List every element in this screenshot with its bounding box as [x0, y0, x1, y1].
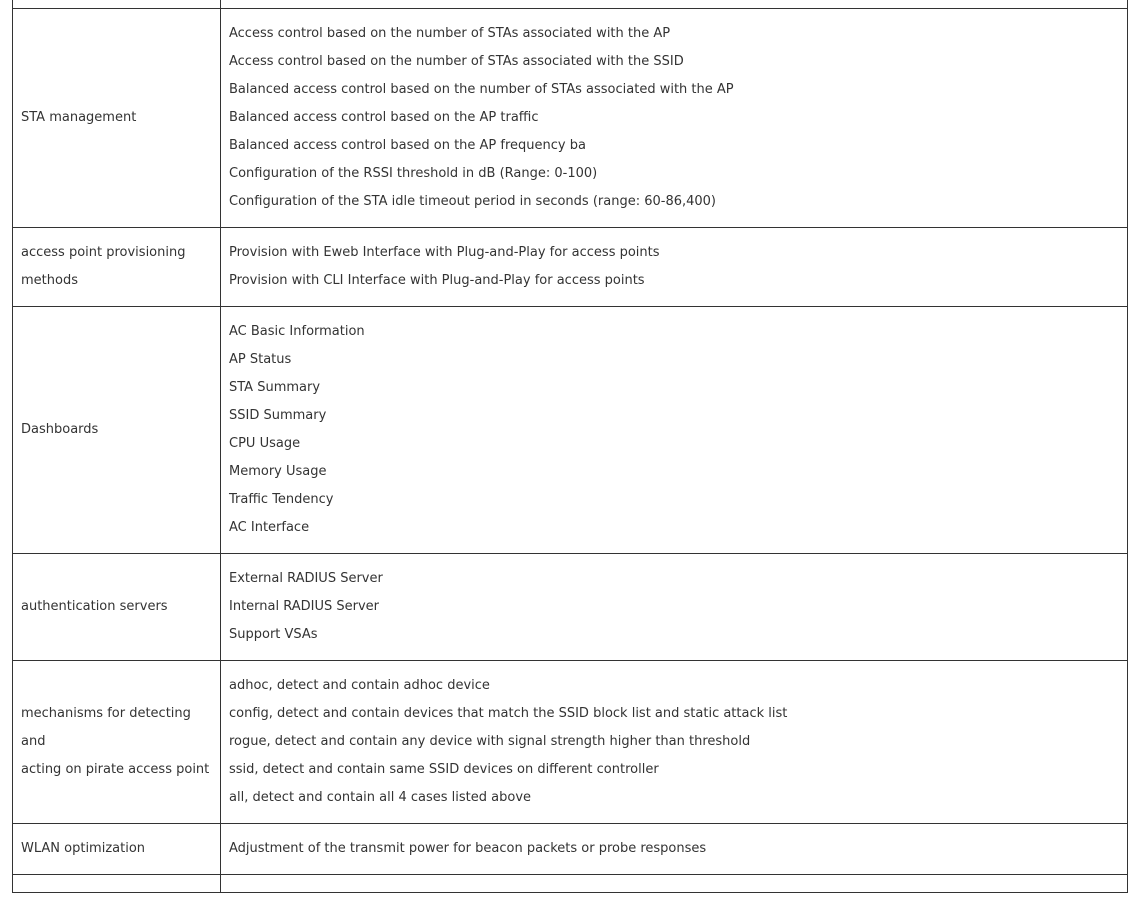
table-row-authentication-servers [13, 554, 1128, 661]
value-line: Configuration of the STA idle timeout period in seconds (range: 60-86,400) [229, 194, 717, 209]
value-cell [221, 661, 1128, 824]
label-cell [13, 307, 221, 554]
value-line: Balanced access control based on the AP traffic [229, 110, 539, 125]
table-row-partial-top [13, 0, 1128, 9]
value-line: Provision with CLI Interface with Plug-and-Play for access points [229, 273, 645, 288]
value-line: Adjustment of the transmit power for beacon packets or probe responses [229, 841, 707, 856]
value-line: adhoc, detect and contain adhoc device [229, 678, 490, 693]
value-line: Balanced access control based on the number of STAs associated with the AP [229, 82, 734, 97]
value-line: CPU Usage [229, 436, 301, 451]
value-cell [221, 554, 1128, 661]
value-cell [221, 824, 1128, 875]
label-cell [13, 661, 221, 824]
row-label: authentication servers [21, 599, 168, 614]
value-line: Configuration of the RSSI threshold in dB (Range: 0-100) [229, 166, 598, 181]
value-line: AP Status [229, 352, 292, 367]
value-line: STA Summary [229, 380, 321, 395]
value-cell [221, 0, 1128, 9]
value-line: Provision with Eweb Interface with Plug-and-Play for access points [229, 245, 660, 260]
value-line: Internal RADIUS Server [229, 599, 380, 614]
value-line: config, detect and contain devices that match the SSID block list and static attack list [229, 706, 788, 721]
table-row-sta-management [13, 9, 1128, 228]
value-line: AC Basic Information [229, 324, 365, 339]
row-label: access point provisioning methods [21, 245, 186, 288]
value-cell [221, 228, 1128, 307]
row-label: STA management [21, 110, 137, 125]
value-cell [221, 307, 1128, 554]
value-line: AC Interface [229, 520, 310, 535]
row-label: Dashboards [21, 422, 99, 437]
label-cell [13, 554, 221, 661]
value-line: ssid, detect and contain same SSID devices on different controller [229, 762, 659, 777]
value-line: rogue, detect and contain any device with signal strength higher than threshold [229, 734, 751, 749]
table-row-pirate-ap-mechanisms [13, 661, 1128, 824]
table-row-wlan-optimization [13, 824, 1128, 875]
table-row-dashboards [13, 307, 1128, 554]
table-row-partial-bottom [13, 875, 1128, 893]
spec-table-body [13, 0, 1128, 893]
label-cell [13, 824, 221, 875]
row-label: WLAN optimization [21, 841, 146, 856]
label-cell [13, 875, 221, 893]
value-line: Traffic Tendency [229, 492, 334, 507]
value-cell [221, 9, 1128, 228]
label-cell [13, 0, 221, 9]
value-line: External RADIUS Server [229, 571, 383, 586]
value-line: Balanced access control based on the AP frequency ba [229, 138, 586, 153]
spec-table [12, 0, 1128, 893]
value-line: all, detect and contain all 4 cases listed above [229, 790, 532, 805]
value-line: SSID Summary [229, 408, 327, 423]
label-cell [13, 228, 221, 307]
value-line: Access control based on the number of STAs associated with the SSID [229, 54, 684, 69]
label-cell [13, 9, 221, 228]
value-line: Access control based on the number of STAs associated with the AP [229, 26, 671, 41]
value-line: Support VSAs [229, 627, 318, 642]
row-label: mechanisms for detecting and [21, 706, 191, 749]
value-cell [221, 875, 1128, 893]
value-line: Memory Usage [229, 464, 327, 479]
table-row-provisioning-methods [13, 228, 1128, 307]
row-label: acting on pirate access point [21, 762, 210, 777]
